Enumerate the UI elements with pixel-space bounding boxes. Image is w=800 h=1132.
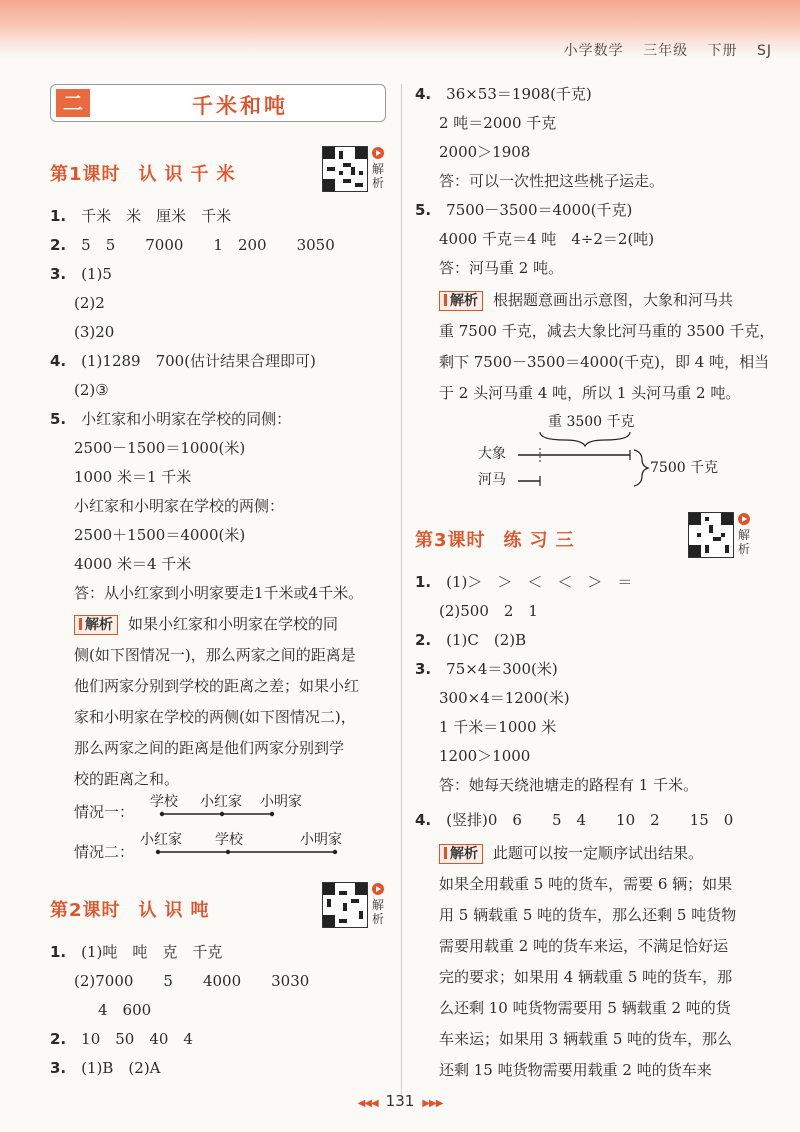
q5-line-6: 4000 米＝4 千米 — [74, 555, 192, 573]
l2-q3-number: 3. — [50, 1059, 67, 1077]
case-2-xiaohong: 小红家 — [140, 832, 182, 848]
r-q4-line-2: 2 吨＝2000 千克 — [439, 114, 557, 132]
lesson-3-label: 第3课时 — [415, 530, 486, 551]
q3-number: 3. — [50, 265, 67, 283]
prev-arrows-icon: ◀◀◀ — [357, 1098, 378, 1109]
l3-q2-number: 2. — [415, 631, 432, 649]
analysis-tag: 解析 — [74, 615, 118, 635]
l3-explain-line-1: 此题可以按一定顺序试出结果。 — [493, 844, 704, 862]
l3-q3-line-5: 答：她每天绕池塘走的路程有 1 千米。 — [439, 776, 699, 794]
explain-line-1: 如果小红家和小明家在学校的同 — [128, 615, 339, 633]
r-explain-line-2: 重 7500 千克，减去大象比河马重的 3500 千克， — [439, 322, 775, 340]
q3-answer-1: (1)5 — [81, 265, 112, 283]
unit-number: 二 — [56, 89, 90, 117]
q5-number: 5. — [50, 410, 67, 428]
explain-line-3: 他们两家分别到学校的距离之差；如果小红 — [74, 677, 360, 695]
header-grade: 三年级 — [643, 43, 689, 59]
case-1-xiaoming: 小明家 — [260, 794, 302, 810]
l3-q1-number: 1. — [415, 573, 432, 591]
case-2-label: 情况二： — [74, 843, 135, 861]
page-number-bar — [0, 1092, 800, 1110]
l2-q1-number: 1. — [50, 943, 67, 961]
weight-diagram — [470, 410, 730, 492]
l3-q2-answer: (1)C (2)B — [446, 631, 527, 649]
l2-q3-answer: (1)B (2)A — [81, 1059, 161, 1077]
l3-explain-line-6: 么还剩 10 吨货物需要用 5 辆载重 2 吨的货 — [439, 999, 731, 1017]
qr-code-icon[interactable] — [688, 512, 734, 558]
explain-line-5: 那么两家之间的距离是他们两家分别到学 — [74, 739, 345, 757]
l3-explain-line-8: 还剩 15 吨货物需要用载重 2 吨的货车来 — [439, 1061, 712, 1079]
r-q5-number: 5. — [415, 201, 432, 219]
column-divider — [401, 84, 402, 1094]
l3-q3-line-3: 1 千米＝1000 米 — [439, 718, 557, 736]
case-1-xiaohong: 小红家 — [200, 794, 242, 810]
case-2-school: 学校 — [215, 832, 243, 848]
l3-q3-line-2: 300×4＝1200(米) — [439, 689, 570, 707]
l3-explain-line-3: 用 5 辆载重 5 吨的货车，那么还剩 5 吨货物 — [439, 906, 737, 924]
l3-q3-number: 3. — [415, 660, 432, 678]
l3-explain-line-5: 完的要求；如果用 4 辆载重 5 吨的货车，那 — [439, 968, 733, 986]
q5-line-7: 答：从小红家到小明家要走1千米或4千米。 — [74, 584, 364, 602]
lesson-1-heading — [50, 160, 243, 186]
r-q5-line-2: 4000 千克＝4 吨 4÷2＝2(吨) — [439, 230, 655, 248]
r-q4-line-4: 答：可以一次性把这些桃子运走。 — [439, 172, 665, 190]
explain-line-2: 侧(如下图情况一)，那么两家之间的距离是 — [74, 646, 356, 664]
analysis-tag: 解析 — [439, 291, 483, 311]
q1-number: 1. — [50, 207, 67, 225]
l2-q2-answer: 10 50 40 4 — [81, 1030, 193, 1048]
l3-explain-line-2: 如果全用载重 5 吨的货车，需要 6 辆；如果 — [439, 875, 733, 893]
qr-label: 解析 — [371, 898, 384, 926]
case-1-label: 情况一： — [74, 803, 135, 821]
lesson-1-title: 认识千米 — [138, 164, 243, 185]
play-icon[interactable] — [372, 883, 384, 895]
q4-answer-1: (1)1289 700(估计结果合理即可) — [81, 352, 316, 370]
header-volume: 下册 — [707, 43, 738, 59]
l2-q2-number: 2. — [50, 1030, 67, 1048]
diagram-top-label: 重 3500 千克 — [548, 414, 635, 430]
qr-code-icon[interactable] — [322, 882, 368, 928]
explain-line-4: 家和小明家在学校的两侧(如下图情况二)， — [74, 708, 356, 726]
l3-q1-answer-2: (2)500 2 1 — [439, 602, 538, 620]
case-2-diagram — [140, 828, 370, 862]
lesson-3-title: 练习三 — [503, 530, 582, 551]
case-2-xiaoming: 小明家 — [300, 832, 342, 848]
case-1-diagram — [140, 790, 340, 824]
lesson-2-heading — [50, 896, 217, 922]
r-q4-line-1: 36×53＝1908(千克) — [446, 85, 592, 103]
r-q4-number: 4. — [415, 85, 432, 103]
explain-line-6: 校的距离之和。 — [74, 770, 180, 788]
q2-answer: 5 5 7000 1 200 3050 — [81, 236, 335, 254]
r-q5-line-1: 7500－3500＝4000(千克) — [446, 201, 633, 219]
case-1-school: 学校 — [150, 794, 178, 810]
q5-line-5: 2500＋1500＝4000(米) — [74, 526, 246, 544]
l2-q1-answer-2: (2)7000 5 4000 3030 — [74, 972, 310, 990]
qr-code-icon[interactable] — [322, 146, 368, 192]
q2-number: 2. — [50, 236, 67, 254]
diagram-total: 7500 千克 — [650, 460, 719, 476]
l3-q4-number: 4. — [415, 811, 432, 829]
lesson-1-label: 第1课时 — [50, 164, 121, 185]
play-icon[interactable] — [738, 513, 750, 525]
q3-answer-3: (3)20 — [74, 323, 115, 341]
qr-label: 解析 — [737, 528, 750, 556]
q5-line-3: 1000 米＝1 千米 — [74, 468, 192, 486]
lesson-2-label: 第2课时 — [50, 900, 121, 921]
r-explain-line-3: 剩下 7500－3500＝4000(千克)，即 4 吨，相当 — [439, 353, 770, 371]
q3-answer-2: (2)2 — [74, 294, 105, 312]
r-q5-line-3: 答：河马重 2 吨。 — [439, 259, 564, 277]
next-arrows-icon: ▶▶▶ — [422, 1098, 443, 1109]
qr-label: 解析 — [371, 162, 384, 190]
l2-q1-answer-1: (1)吨 吨 克 千克 — [81, 943, 223, 961]
analysis-tag: 解析 — [439, 844, 483, 864]
l3-q3-line-1: 75×4＝300(米) — [446, 660, 558, 678]
q1-answer: 千米 米 厘米 千米 — [81, 207, 232, 225]
page-number: 131 — [385, 1092, 415, 1110]
r-explain-line-1: 根据题意画出示意图，大象和河马共 — [493, 291, 734, 309]
q5-line-2: 2500－1500＝1000(米) — [74, 439, 246, 457]
l3-q1-answer-1: (1)＞ ＞ ＜ ＜ ＞ ＝ — [446, 573, 633, 591]
q4-answer-2: (2)③ — [74, 381, 109, 399]
l2-q1-answer-3: 4 600 — [98, 1001, 152, 1019]
page-header — [550, 40, 772, 60]
lesson-3-heading — [415, 526, 582, 552]
header-subject: 小学数学 — [563, 43, 624, 59]
l3-explain-line-7: 车来运；如果用 3 辆载重 5 吨的货车，那么 — [439, 1030, 733, 1048]
q5-line-4: 小红家和小明家在学校的两侧： — [74, 497, 285, 515]
q4-number: 4. — [50, 352, 67, 370]
header-edition: SJ — [756, 43, 772, 59]
r-explain-line-4: 于 2 头河马重 4 吨，所以 1 头河马重 2 吨。 — [439, 384, 741, 402]
l3-explain-line-4: 需要用载重 2 吨的货车来运，不满足恰好运 — [439, 937, 729, 955]
unit-title: 千米和吨 — [192, 94, 288, 118]
play-icon[interactable] — [372, 147, 384, 159]
l3-q4-answer: (竖排)0 6 5 4 10 2 15 0 — [446, 811, 734, 829]
diagram-elephant: 大象 — [478, 446, 506, 462]
diagram-hippo: 河马 — [478, 472, 506, 488]
l3-q3-line-4: 1200＞1000 — [439, 747, 531, 765]
q5-line-1: 小红家和小明家在学校的同侧： — [81, 410, 292, 428]
r-q4-line-3: 2000＞1908 — [439, 143, 531, 161]
lesson-2-title: 认识吨 — [138, 900, 217, 921]
